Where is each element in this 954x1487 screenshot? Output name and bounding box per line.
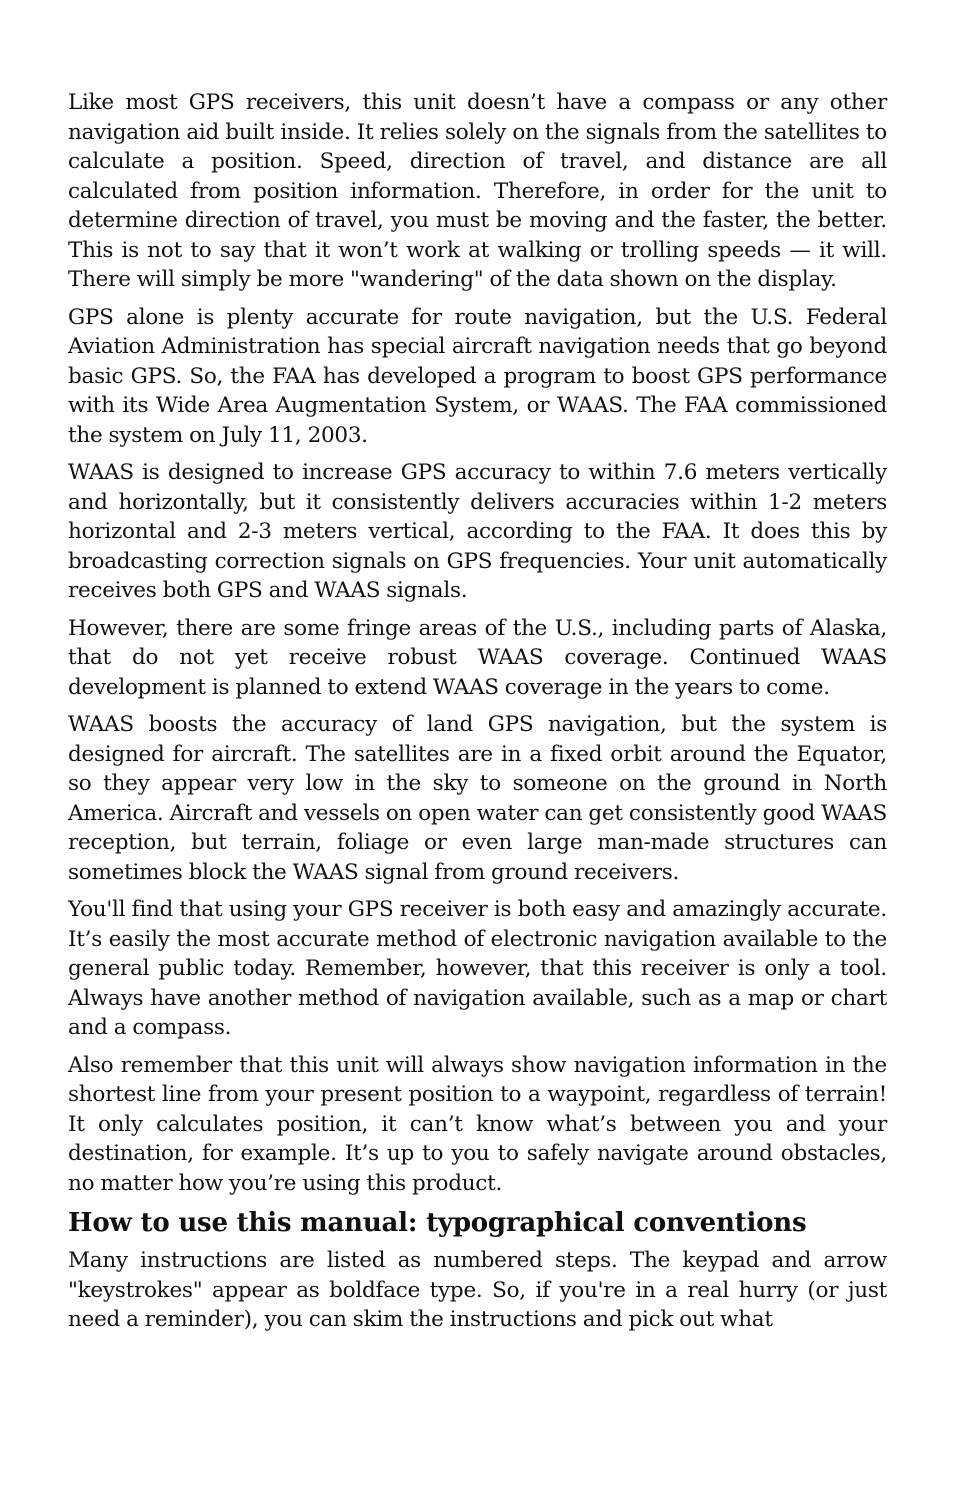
paragraph-faa-program: GPS alone is plenty accurate for route navigation, but the U.S. Federal Aviation Administration has special aircraft navigation needs that go beyond basic GPS. So, the FAA has developed a program to boost GPS performance with its Wide Area Augmentation System, or WAAS. The FAA commissioned the system on July 11, 2003.	[68, 304, 887, 448]
paragraph-waas-coverage: However, there are some fringe areas of the U.S., including parts of Alaska, that do not yet receive robust WAAS coverage. Continued WAAS development is planned to extend WAAS coverage in the years to come.	[68, 615, 887, 700]
section-heading: How to use this manual: typographical conventions	[68, 1208, 807, 1238]
manual-page	[68, 88, 887, 1343]
paragraph-gps-accuracy: You'll find that using your GPS receiver is both easy and amazingly accurate. It’s easily the most accurate method of electronic navigation available to the general public today. Remember, however, that this receiver is only a tool. Always have another method of navigation available, such as a map or chart and a compass.	[68, 897, 887, 1040]
paragraph-shortest-line: Also remember that this unit will always show navigation information in the shortest line from your present position to a waypoint, regardless of terrain! It only calculates position, it can’t know what’s between you and your destination, for example. It’s up to you to safely navigate around obstacles, no matter how you’re using this product.	[68, 1052, 887, 1196]
paragraph-typographical-conventions: Many instructions are listed as numbered steps. The keypad and arrow "keystrokes" appear as boldface type. So, if you're in a real hurry (or just need a reminder), you can skim the instructions and pick out what	[68, 1248, 887, 1332]
paragraph-compass-note: Like most GPS receivers, this unit doesn’t have a compass or any other navigation aid built inside. It relies solely on the signals from the satellites to calculate a position. Speed, direction of travel, and distance are all calculated from position information. Therefore, in order for the unit to determine direction of travel, you must be moving and the faster, the better. This is not to say that it won’t work at walking or trolling speeds — it will. There will simply be more "wandering" of the data shown on the display.	[68, 90, 887, 292]
paragraph-waas-aircraft: WAAS boosts the accuracy of land GPS navigation, but the system is designed for aircraft. The satellites are in a fixed orbit around the Equator, so they appear very low in the sky to someone on the ground in North America. Aircraft and vessels on open water can get consistently good WAAS reception, but terrain, foliage or even large man-made structures can sometimes block the WAAS signal from ground receivers.	[68, 712, 887, 885]
paragraph-waas-accuracy: WAAS is designed to increase GPS accuracy to within 7.6 meters vertically and horizontally, but it consistently delivers accuracies within 1-2 meters horizontal and 2-3 meters vertical, according to the FAA. It does this by broadcasting correction signals on GPS frequencies. Your unit automatically receives both GPS and WAAS signals.	[68, 460, 887, 603]
